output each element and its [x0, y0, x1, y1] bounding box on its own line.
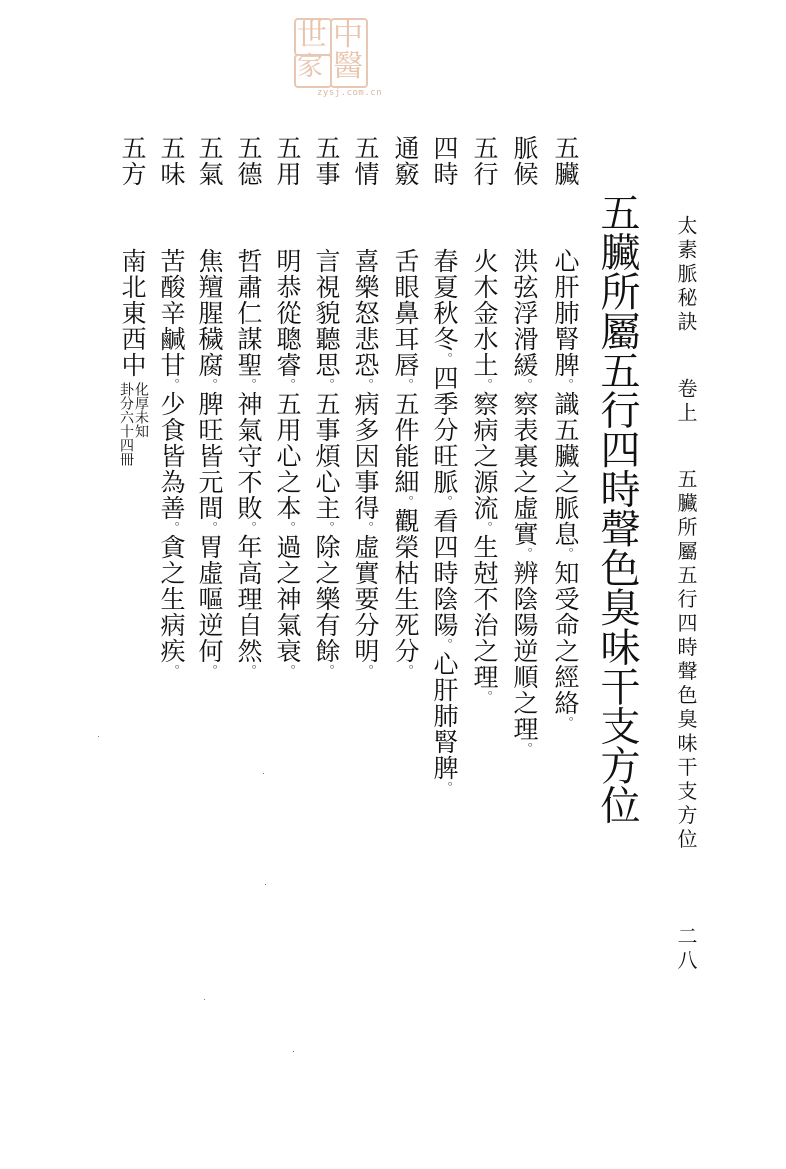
- row-text: 南北東西中: [118, 248, 147, 378]
- section-title: 五臟所屬五行四時聲色臭味干支方位: [674, 468, 698, 853]
- punctuation-mark: 。: [398, 664, 413, 677]
- chapter-title: 五臟所屬五行四時聲色臭味干支方位: [594, 192, 640, 824]
- punctuation-mark: 。: [319, 378, 334, 391]
- punctuation-mark: 。: [358, 664, 373, 677]
- watermark-logo: [294, 18, 366, 88]
- row-text: 喜樂怒悲恐。病多因事得。虛實要分明。: [351, 248, 380, 677]
- punctuation-mark: 。: [477, 378, 492, 391]
- scan-speck: [265, 884, 266, 885]
- row-text: 苦酸辛鹹甘。少食皆為善。貪之生病疾。: [157, 248, 186, 677]
- punctuation-mark: 。: [358, 378, 373, 391]
- scan-speck: [204, 999, 205, 1000]
- page-number: 二八: [674, 925, 698, 974]
- punctuation-mark: 。: [517, 742, 532, 755]
- scan-speck: [98, 736, 99, 737]
- punctuation-mark: 。: [477, 690, 492, 703]
- punctuation-mark: 。: [398, 378, 413, 391]
- punctuation-mark: 。: [241, 378, 256, 391]
- row-text: 言視貌聽思。五事煩心主。除之樂有餘。: [312, 248, 341, 677]
- punctuation-mark: 。: [558, 378, 573, 391]
- row-text: 心肝肺腎脾。識五臟之脈息。知受命之經絡。: [551, 248, 580, 729]
- punctuation-mark: 。: [558, 547, 573, 560]
- punctuation-mark: 。: [202, 664, 217, 677]
- punctuation-mark: 。: [437, 495, 452, 508]
- row-text: 焦羶腥穢腐。脾旺皆元間。胃虛嘔逆何。: [195, 248, 224, 677]
- punctuation-mark: 。: [437, 352, 452, 365]
- punctuation-mark: 。: [164, 521, 179, 534]
- row-text: 哲肅仁謀聖。神氣守不敗。年高理自然。: [234, 248, 263, 677]
- punctuation-mark: 。: [319, 664, 334, 677]
- annotation-left: 卦分六十四冊: [118, 382, 134, 466]
- row-label: 五味: [157, 135, 186, 187]
- watermark-char: 中: [333, 18, 363, 53]
- punctuation-mark: 。: [358, 521, 373, 534]
- punctuation-mark: 。: [280, 378, 295, 391]
- row-label: 五方: [118, 135, 147, 187]
- punctuation-mark: 。: [517, 547, 532, 560]
- row-label: 五氣: [195, 135, 224, 187]
- punctuation-mark: 。: [437, 638, 452, 651]
- row-label: 通竅: [391, 135, 420, 187]
- row-label: 五德: [234, 135, 263, 187]
- row-text: 春夏秋冬。四季分旺脈。看四時陰陽。心肝肺腎脾。: [430, 248, 459, 794]
- row-text: 明恭從聰睿。五用心之本。過之神氣衰。: [273, 248, 302, 677]
- punctuation-mark: 。: [164, 664, 179, 677]
- row-text: 舌眼鼻耳唇。五件能細。觀榮枯生死分。: [391, 248, 420, 677]
- punctuation-mark: 。: [398, 495, 413, 508]
- running-header: [676, 215, 696, 973]
- row-label: 五事: [312, 135, 341, 187]
- watermark-char: 醫: [333, 49, 363, 84]
- row-label: 五情: [351, 135, 380, 187]
- punctuation-mark: 。: [202, 378, 217, 391]
- punctuation-mark: 。: [202, 521, 217, 534]
- watermark-url: zysj.com.cn: [317, 88, 383, 98]
- punctuation-mark: 。: [241, 664, 256, 677]
- row-label: 四時: [430, 135, 459, 187]
- punctuation-mark: 。: [164, 378, 179, 391]
- scan-speck: [293, 1051, 294, 1052]
- punctuation-mark: 。: [558, 716, 573, 729]
- punctuation-mark: 。: [319, 521, 334, 534]
- row-label: 五行: [470, 135, 499, 187]
- row-text: 火木金水土。察病之源流。生尅不治之理。: [470, 248, 499, 703]
- row-label: 五臟: [551, 135, 580, 187]
- row-text: 洪弦浮滑緩。察表裏之虛實。辨陰陽逆順之理。: [510, 248, 539, 755]
- annotation-right: 化厚未知: [133, 382, 149, 438]
- punctuation-mark: 。: [517, 378, 532, 391]
- book-title: 太素脈秘訣: [674, 215, 698, 335]
- volume-label: 卷上: [674, 377, 698, 426]
- watermark-char: 世: [297, 18, 327, 53]
- punctuation-mark: 。: [437, 781, 452, 794]
- row-label: 五用: [273, 135, 302, 187]
- row-label: 脈候: [510, 135, 539, 187]
- watermark-char: 家: [297, 52, 324, 82]
- punctuation-mark: 。: [241, 521, 256, 534]
- punctuation-mark: 。: [280, 664, 295, 677]
- scan-speck: [263, 773, 264, 774]
- punctuation-mark: 。: [477, 521, 492, 534]
- punctuation-mark: 。: [280, 521, 295, 534]
